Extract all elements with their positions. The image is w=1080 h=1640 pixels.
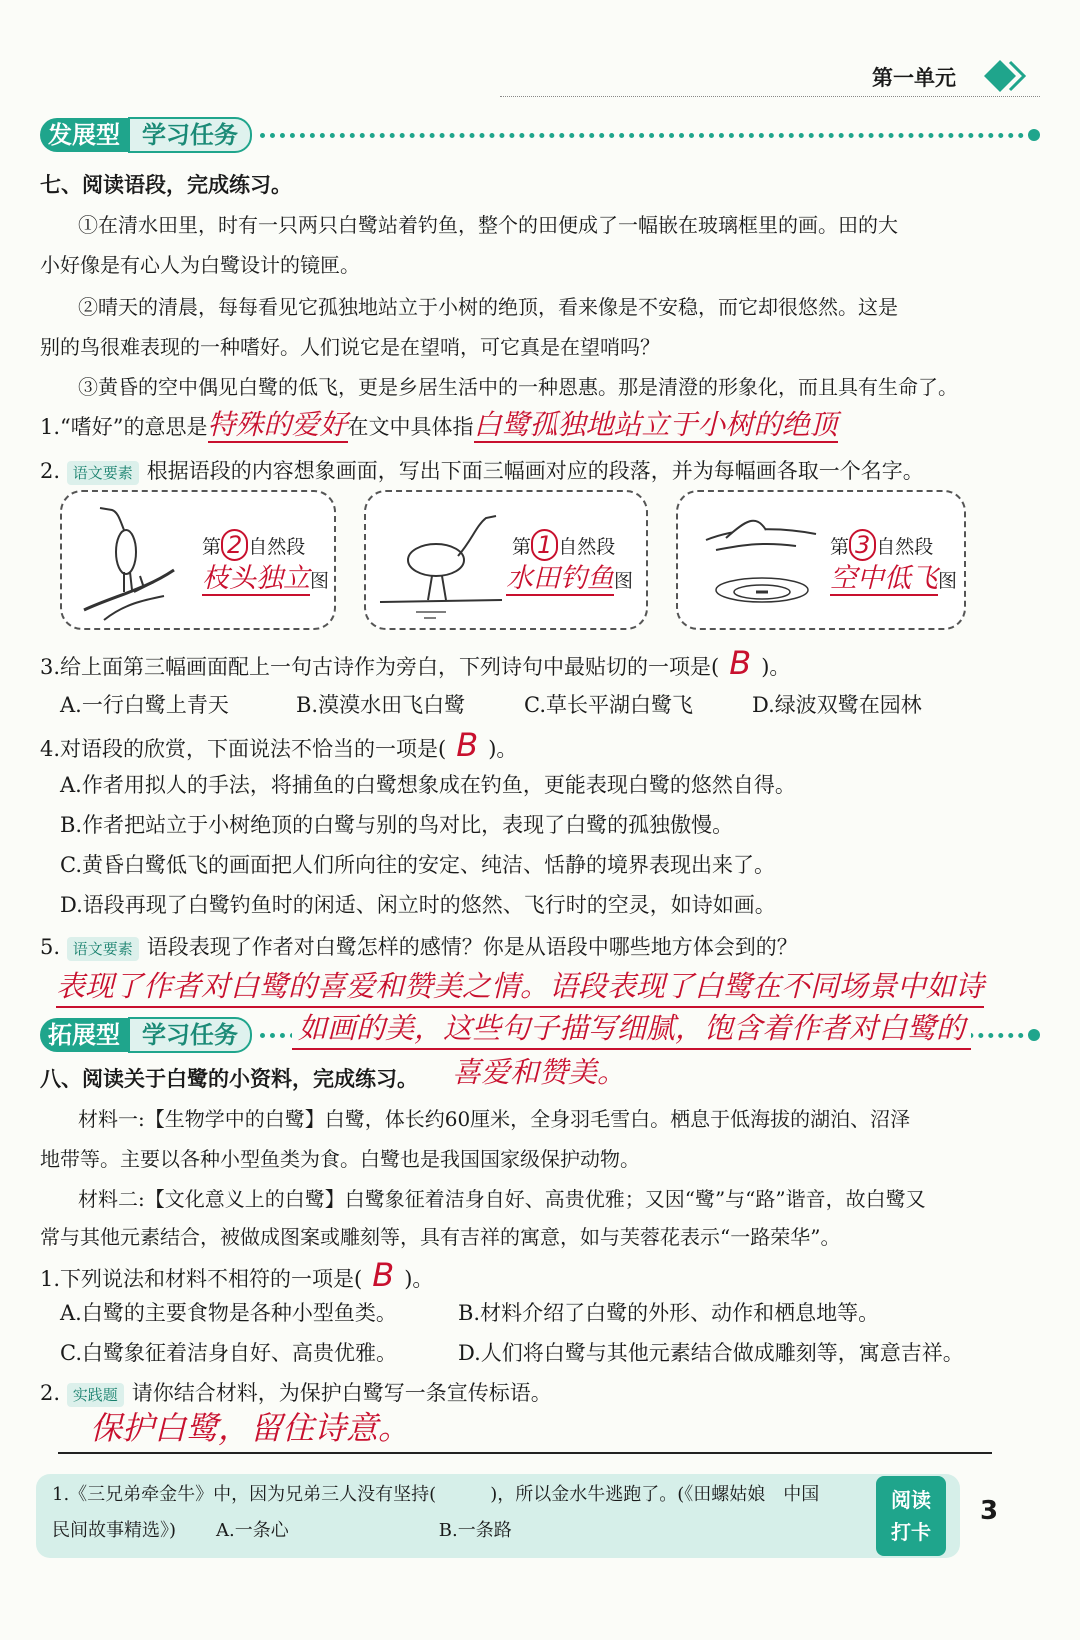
picture-1-name-row: 枝头独立图 <box>202 563 330 594</box>
q5-answer-line3[interactable]: 喜爱和赞美。 <box>452 1055 627 1089</box>
picture-2-label: 第 1 自然段 <box>512 531 616 559</box>
q1-answer-1[interactable]: 特殊的爱好 <box>207 408 348 441</box>
q3-option-b: B.漠漠水田飞白鹭 <box>296 693 466 717</box>
q1-answer-2[interactable]: 白鹭孤独地站立于小树的绝顶 <box>473 408 838 441</box>
para1-line2: 小好像是有心人为白鹭设计的镜匣。 <box>40 253 360 277</box>
q3-option-a: A.一行白鹭上青天 <box>60 693 229 717</box>
q3-option-d: D.绿波双鹭在园林 <box>752 693 922 717</box>
s8-q1-text: 1.下列说法和材料不相符的一项是( <box>40 1267 363 1291</box>
picture-1-name[interactable]: 枝头独立 <box>202 563 310 594</box>
picture-3-para[interactable]: 3 <box>849 529 876 561</box>
q1-row <box>40 410 838 442</box>
footer-option-b: B.一条路 <box>438 1520 512 1541</box>
s8-q2-answer[interactable]: 保护白鹭，留住诗意。 <box>90 1409 411 1447</box>
q5-row <box>40 932 798 962</box>
q2-tag: 语文要素 <box>67 461 139 485</box>
q5-answer-line2[interactable]: 如画的美，这些句子描写细腻，饱含着作者对白鹭的 <box>292 1008 971 1050</box>
banner-label-a: 拓展型 <box>40 1018 128 1052</box>
q4-row: 4.对语段的欣赏，下面说法不恰当的一项是( B )。 <box>40 726 518 764</box>
q5-text: 语段表现了作者对白鹭怎样的感情？你是从语段中哪些地方体会到的？ <box>146 935 798 959</box>
s8-q1-option-b: B.材料介绍了白鹭的外形、动作和栖息地等。 <box>458 1301 880 1325</box>
badge-line1: 阅读 <box>891 1488 931 1512</box>
q5-number: 5. <box>40 935 61 959</box>
badge-line2: 打卡 <box>891 1520 931 1544</box>
header-rule <box>500 96 1040 97</box>
picture-1-label: 第 2 自然段 <box>202 531 306 559</box>
picture-3-name-row: 空中低飞图 <box>830 563 958 594</box>
q1-middle: 在文中具体指 <box>347 415 474 439</box>
s8-q1-row: 1.下列说法和材料不相符的一项是( B )。 <box>40 1256 434 1294</box>
footer-option-a: A.一条心 <box>216 1520 289 1541</box>
material1-line2: 地带等。主要以各种小型鱼类为食。白鹭也是我国国家级保护动物。 <box>40 1147 640 1171</box>
s8-q1-answer[interactable]: B <box>372 1256 395 1294</box>
q4-option-a: A.作者用拟人的手法，将捕鱼的白鹭想象成在钓鱼，更能表现白鹭的悠然自得。 <box>60 773 796 797</box>
picture-2-name-row: 水田钓鱼图 <box>506 563 634 594</box>
material2-line1: 材料二:【文化意义上的白鹭】白鹭象征着洁身自好、高贵优雅；又因“鹭”与“路”谐音，故白鹭又 <box>78 1187 926 1211</box>
diamond-icon <box>982 58 1030 94</box>
material2-line2: 常与其他元素结合，被做成图案或雕刻等，具有吉祥的寓意，如与芙蓉花表示“一路荣华”。 <box>40 1225 841 1249</box>
q4-option-b: B.作者把站立于小树绝顶的白鹭与别的鸟对比，表现了白鹭的孤独傲慢。 <box>60 813 734 837</box>
section8-title: 八、阅读关于白鹭的小资料，完成练习。 <box>40 1067 418 1091</box>
q3-row: 3.给上面第三幅画面配上一句古诗作为旁白，下列诗句中最贴切的一项是( B )。 <box>40 644 791 682</box>
material1-line1: 材料一:【生物学中的白鹭】白鹭，体长约60厘米，全身羽毛雪白。栖息于低海拔的湖泊、沼泽 <box>78 1107 911 1131</box>
s8-q2-row <box>40 1378 552 1408</box>
footer-line1: 1.《三兄弟牵金牛》中，因为兄弟三人没有坚持( )，所以金水牛逃跑了。(《田螺姑娘 中国 <box>52 1484 820 1505</box>
para3-line1: ③黄昏的空中偶见白鹭的低飞，更是乡居生活中的一种恩惠。那是清澄的形象化，而且具有生命了。 <box>78 375 958 399</box>
picture-card-1 <box>60 490 336 630</box>
q4-option-d: D.语段再现了白鹭钓鱼时的闲适、闲立时的悠然、飞行时的空灵，如诗如画。 <box>60 893 776 917</box>
banner-develop <box>40 118 1040 152</box>
unit-label: 第一单元 <box>872 66 956 90</box>
q4-answer[interactable]: B <box>456 726 479 764</box>
s8-q1-option-a: A.白鹭的主要食物是各种小型鱼类。 <box>60 1301 397 1325</box>
egret-flying-icon <box>686 500 826 624</box>
q5-tag: 语文要素 <box>67 937 139 961</box>
para2-line2: 别的鸟很难表现的一种嗜好。人们说它是在望哨，可它真是在望哨吗？ <box>40 335 660 359</box>
page-number: 3 <box>980 1496 999 1526</box>
picture-card-2 <box>364 490 648 630</box>
s8-q2-text: 请你结合材料，为保护白鹭写一条宣传标语。 <box>131 1381 552 1405</box>
banner-label-a: 发展型 <box>40 118 128 152</box>
q3-text: 3.给上面第三幅画面配上一句古诗作为旁白，下列诗句中最贴切的一项是( <box>40 655 720 679</box>
q3-answer[interactable]: B <box>729 644 752 682</box>
answer-line <box>58 1452 992 1454</box>
egret-fishing-icon <box>376 500 506 624</box>
q4-text: 4.对语段的欣赏，下面说法不恰当的一项是( <box>40 737 447 761</box>
egret-on-branch-icon <box>74 500 194 624</box>
picture-3-label: 第 3 自然段 <box>830 531 934 559</box>
q5-answer-line1[interactable]: 表现了作者对白鹭的喜爱和赞美之情。语段表现了白鹭在不同场景中如诗 <box>56 966 984 1008</box>
s8-q1-option-c: C.白鹭象征着洁身自好、高贵优雅。 <box>60 1341 397 1365</box>
q2-row <box>40 456 924 486</box>
footer-line2: 民间故事精选》) A.一条心 B.一条路 <box>52 1520 512 1541</box>
s8-q1-option-d: D.人们将白鹭与其他元素结合做成雕刻等，寓意吉祥。 <box>458 1341 964 1365</box>
picture-2-name[interactable]: 水田钓鱼 <box>506 563 614 594</box>
picture-1-para[interactable]: 2 <box>221 529 248 561</box>
para2-line1: ②晴天的清晨，每每看见它孤独地站立于小树的绝顶，看来像是不安稳，而它却很悠然。这是 <box>78 295 898 319</box>
s8-q2-tag: 实践题 <box>67 1383 124 1407</box>
picture-2-para[interactable]: 1 <box>531 529 558 561</box>
s8-q2-number: 2. <box>40 1381 61 1405</box>
q3-option-c: C.草长平湖白鹭飞 <box>524 693 693 717</box>
picture-card-3 <box>676 490 966 630</box>
reading-checkin-badge[interactable] <box>876 1476 946 1556</box>
banner-label-b: 学习任务 <box>128 117 252 153</box>
picture-3-name[interactable]: 空中低飞 <box>830 563 938 594</box>
banner-label-b: 学习任务 <box>128 1017 252 1053</box>
q4-option-c: C.黄昏白鹭低飞的画面把人们所向往的安定、纯洁、恬静的境界表现出来了。 <box>60 853 775 877</box>
section7-title: 七、阅读语段，完成练习。 <box>40 173 292 197</box>
q2-text: 根据语段的内容想象画面，写出下面三幅画对应的段落，并为每幅画各取一个名字。 <box>146 459 924 483</box>
q1-prefix: 1.“嗜好”的意思是 <box>40 415 208 439</box>
q2-number: 2. <box>40 459 61 483</box>
para1-line1: ①在清水田里，时有一只两只白鹭站着钓鱼，整个的田便成了一幅嵌在玻璃框里的画。田的大 <box>78 213 898 237</box>
